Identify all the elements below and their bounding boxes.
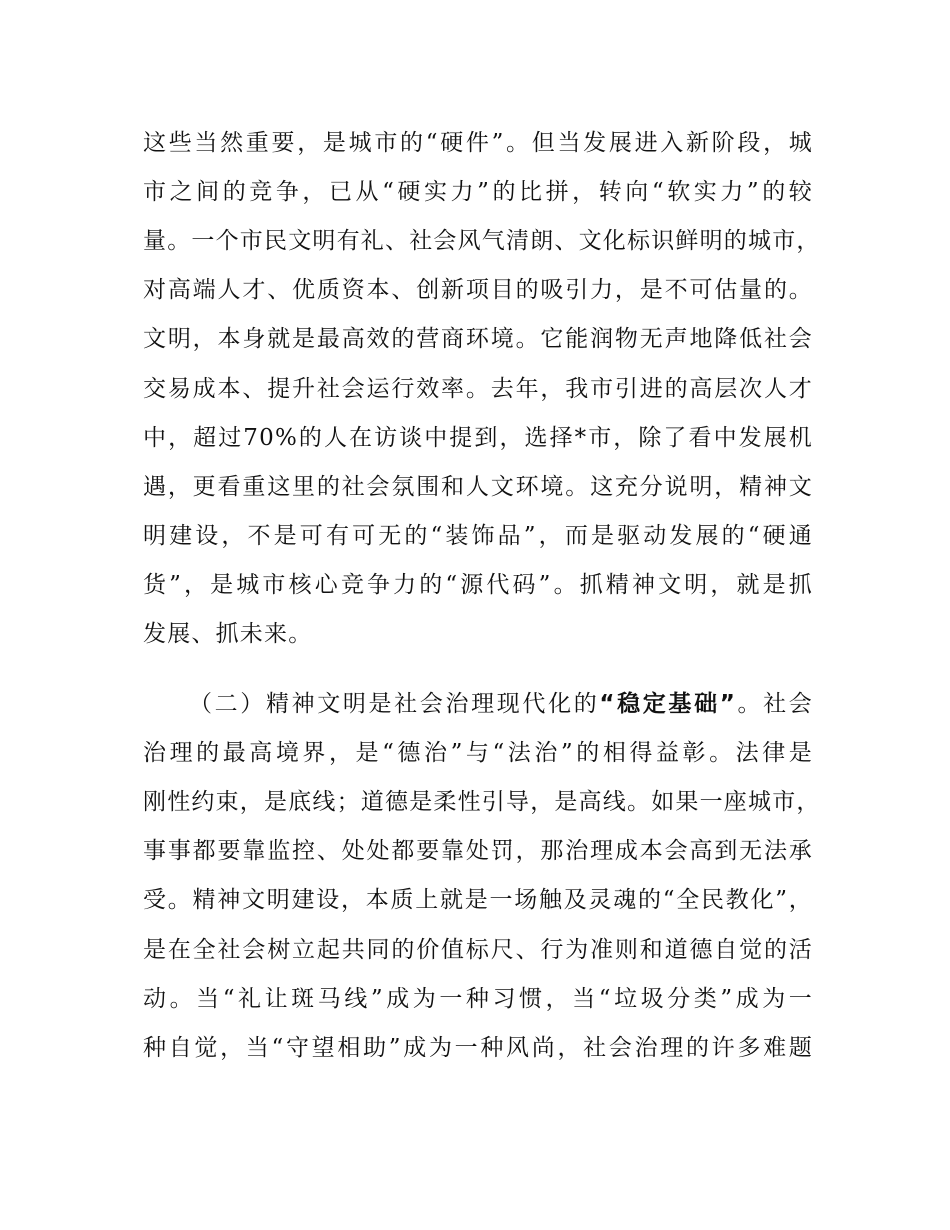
section-heading-prefix: （二）精神文明是社会治理现代化的 bbox=[189, 691, 600, 717]
paragraph-line: 对高端人才、优质资本、创新项目的吸引力，是不可估量的。 bbox=[143, 277, 813, 303]
paragraph-line-last: 发展、抓未来。 bbox=[143, 621, 313, 647]
paragraph-line: 明建设，不是可有可无的“装饰品”，而是驱动发展的“硬通 bbox=[143, 523, 813, 549]
section-heading-suffix: 。社会 bbox=[736, 691, 814, 717]
paragraph-line: 交易成本、提升社会运行效率。去年，我市引进的高层次人才 bbox=[143, 376, 813, 402]
section-heading-emphasis: “稳定基础” bbox=[599, 691, 737, 717]
paragraph-line: 是在全社会树立起共同的价值标尺、行为准则和道德自觉的活 bbox=[143, 937, 813, 963]
paragraph-line: 中，超过70%的人在访谈中提到，选择*市，除了看中发展机 bbox=[143, 425, 813, 451]
paragraph-line: 事事都要靠监控、处处都要靠处罚，那治理成本会高到无法承 bbox=[143, 838, 813, 864]
paragraph-line: 这些当然重要，是城市的“硬件”。但当发展进入新阶段，城 bbox=[143, 130, 813, 156]
paragraph-line: 治理的最高境界，是“德治”与“法治”的相得益彰。法律是 bbox=[143, 740, 813, 766]
paragraph-first-line bbox=[189, 688, 813, 720]
paragraph-line: 货”，是城市核心竞争力的“源代码”。抓精神文明，就是抓 bbox=[143, 572, 813, 598]
paragraph-line: 文明，本身就是最高效的营商环境。它能润物无声地降低社会 bbox=[143, 326, 813, 352]
paragraph-line: 市之间的竞争，已从“硬实力”的比拼，转向“软实力”的较 bbox=[143, 179, 813, 205]
paragraph-line: 种自觉，当“守望相助”成为一种风尚，社会治理的许多难题 bbox=[143, 1035, 813, 1061]
paragraph-line: 刚性约束，是底线；道德是柔性引导，是高线。如果一座城市， bbox=[143, 789, 821, 815]
paragraph-line: 动。当“礼让斑马线”成为一种习惯，当“垃圾分类”成为一 bbox=[143, 986, 813, 1012]
paragraph-line: 量。一个市民文明有礼、社会风气清朗、文化标识鲜明的城市， bbox=[143, 228, 821, 254]
paragraph-line: 遇，更看重这里的社会氛围和人文环境。这充分说明，精神文 bbox=[143, 474, 813, 500]
paragraph-line: 受。精神文明建设，本质上就是一场触及灵魂的“全民教化”， bbox=[143, 887, 813, 913]
